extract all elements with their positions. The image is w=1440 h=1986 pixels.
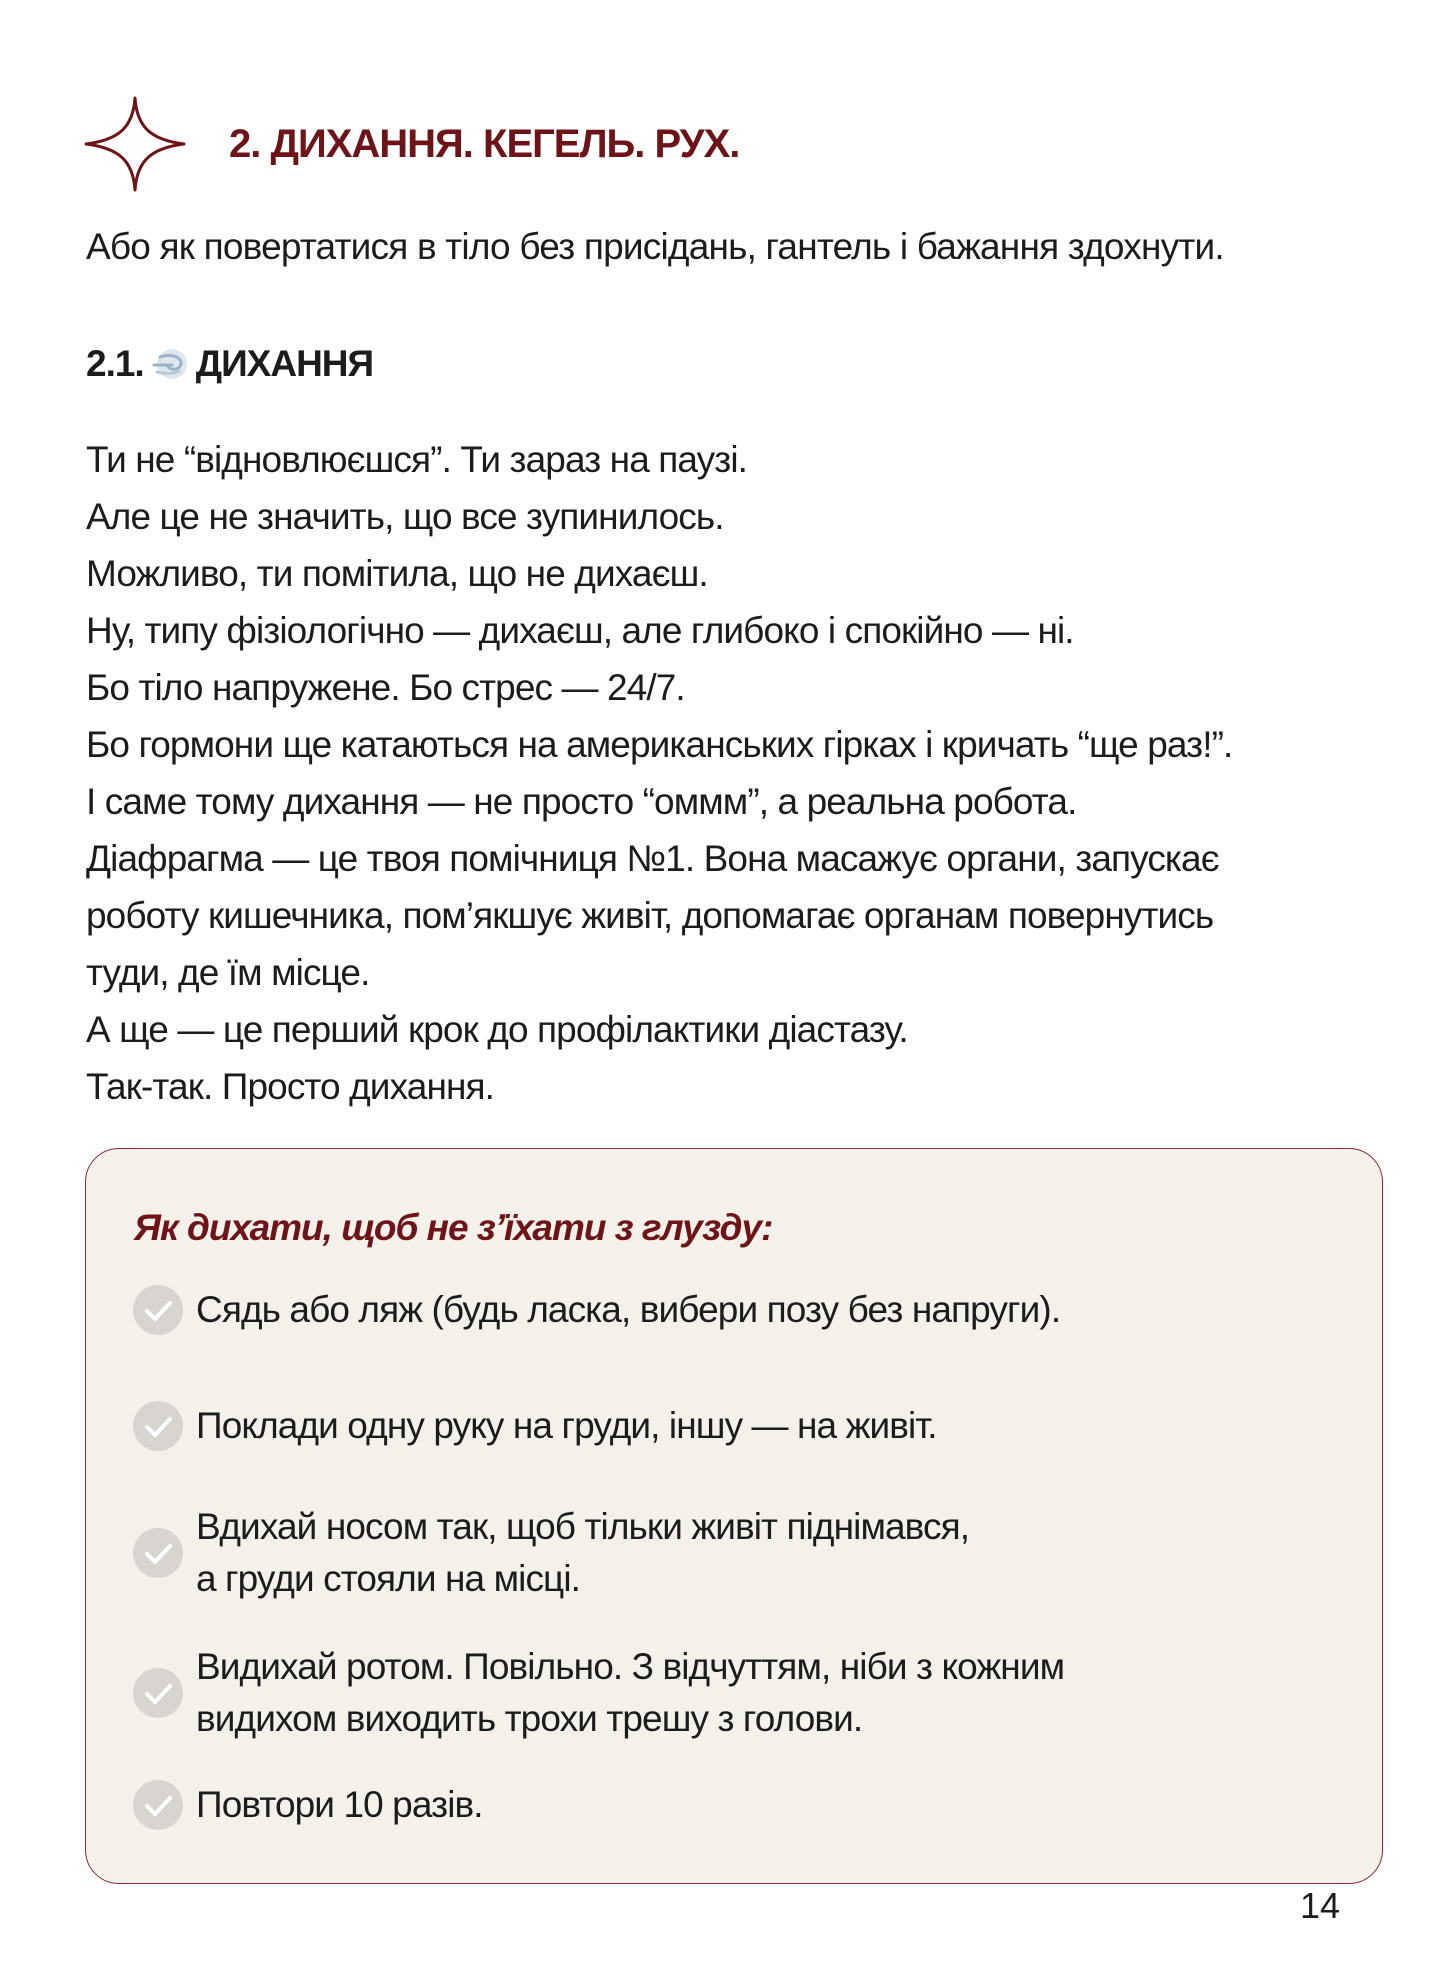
body-line: Бо гормони ще катаються на американських гірках і кричать “ще раз!”.: [86, 724, 1233, 765]
tip-line: Вдихай носом так, щоб тільки живіт піднімався,: [196, 1506, 970, 1547]
tip-line: Сядь або ляж (будь ласка, вибери позу без напруги).: [196, 1289, 1061, 1330]
check-circle-icon: [132, 1779, 184, 1831]
tip-text: [196, 1641, 1064, 1745]
body-line: Але це не значить, що все зупинилось.: [86, 496, 724, 537]
tip-text: [196, 1501, 969, 1605]
tips-box: [85, 1148, 1383, 1884]
body-line: Так-так. Просто дихання.: [86, 1066, 495, 1107]
tip-item: [132, 1400, 937, 1452]
check-circle-icon: [132, 1284, 184, 1336]
tip-line: Повтори 10 разів.: [196, 1784, 483, 1825]
check-circle-icon: [132, 1527, 184, 1579]
intro-text: Або як повертатися в тіло без присідань, гантель і бажання здохнути.: [86, 226, 1224, 267]
tip-text: [196, 1400, 937, 1452]
section-title: 2. ДИХАННЯ. КЕГЕЛЬ. РУХ.: [229, 122, 740, 166]
body-line: роботу кишечника, пом’якшує живіт, допомагає органам повернутись: [86, 895, 1214, 936]
body-line: І саме тому дихання — не просто “оммм”, а реальна робота.: [86, 781, 1077, 822]
body-line: туди, де їм місце.: [86, 952, 370, 993]
body-text: [86, 431, 1232, 1115]
four-point-star-icon: [82, 94, 188, 194]
tip-item: [132, 1641, 1064, 1745]
tips-heading: Як дихати, щоб не з’їхати з глузду:: [134, 1207, 773, 1248]
wind-blowing-icon: [148, 343, 190, 385]
tip-item: [132, 1284, 1060, 1336]
tip-line: а груди стояли на місці.: [196, 1558, 581, 1599]
tip-line: Видихай ротом. Повільно. З відчуттям, ніби з кожним: [196, 1646, 1065, 1687]
body-line: Ти не “відновлюєшся”. Ти зараз на паузі.: [86, 439, 748, 480]
tip-line: видихом виходить трохи трешу з голови.: [196, 1698, 863, 1739]
tip-text: [196, 1779, 483, 1831]
subsection-title: [86, 339, 373, 389]
body-line: А ще — це перший крок до профілактики діастазу.: [86, 1009, 908, 1050]
body-line: Можливо, ти помітила, що не дихаєш.: [86, 553, 708, 594]
tip-text: [196, 1284, 1060, 1336]
check-circle-icon: [132, 1400, 184, 1452]
check-circle-icon: [132, 1667, 184, 1719]
subsection-number: 2.1.: [86, 343, 144, 384]
tip-line: Поклади одну руку на груди, іншу — на живіт.: [196, 1405, 937, 1446]
body-line: Ну, типу фізіологічно — дихаєш, але глибоко і спокійно — ні.: [86, 610, 1074, 651]
tip-item: [132, 1779, 483, 1831]
page-number: 14: [1299, 1885, 1341, 1926]
body-line: Бо тіло напружене. Бо стрес — 24/7.: [86, 667, 685, 708]
subsection-label: ДИХАННЯ: [195, 343, 374, 384]
body-line: Діафрагма — це твоя помічниця №1. Вона масажує органи, запускає: [86, 838, 1219, 879]
tip-item: [132, 1501, 969, 1605]
